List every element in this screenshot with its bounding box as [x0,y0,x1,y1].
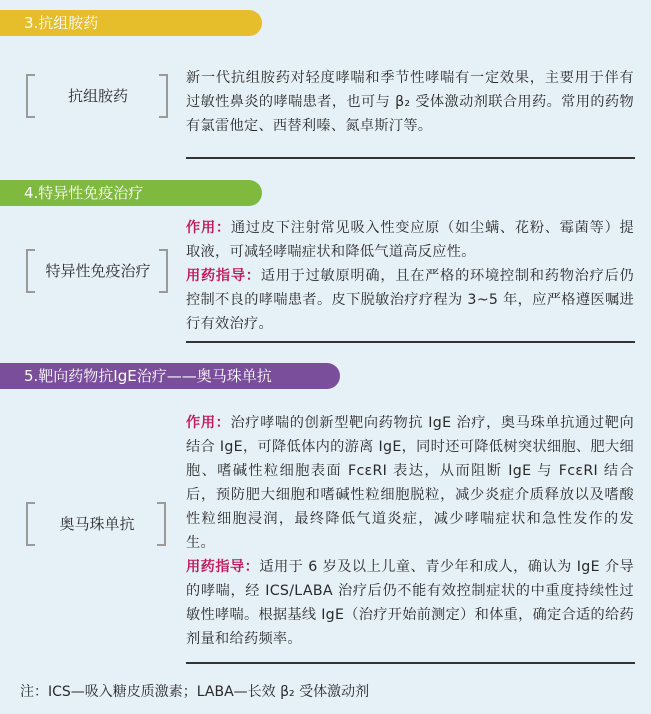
keyword-effect: 作用： [186,415,231,431]
paragraph-text: 通过皮下注射常见吸入性变应原（如尘螨、花粉、霉菌等）提取液，可减轻哮喘症状和降低气道高反应性。 [186,220,635,260]
divider [186,341,635,343]
paragraph-text: 适用于过敏原明确，且在严格的环境控制和药物治疗后仍控制不良的哮喘患者。皮下脱敏治疗疗程为 3~5 年，应严格遵医嘱进行有效治疗。 [186,268,634,332]
section-header-immunotherapy: 4.特异性免疫治疗 [0,180,262,206]
paragraph-text: 适用于 6 岁及以上儿童、青少年和成人，确认为 IgE 介导的哮喘，经 ICS/LABA 治疗后仍不能有效控制症状的中重度持续性过敏性哮喘。根据基线 IgE（治疗开始前测定）和体重，确定合适的给药剂量和给药频率。 [186,559,635,647]
paragraph-effect [186,411,634,555]
section-body-immunotherapy [186,216,634,336]
section-body-omalizumab [186,411,634,651]
paragraph-text: 治疗哮喘的创新型靶向药物抗 IgE 治疗，奥马珠单抗通过靶向结合 IgE，可降低体内的游离 IgE，同时还可降低树突状细胞、肥大细胞、嗜碱性粒细胞表面 FcεRI 表达，从而阻断 IgE 与 FcεRI 结合后，预防肥大细胞和嗜碱性粒细胞脱粒，减少炎症介质释放以及嗜酸性粒细胞浸润，最终降低气道炎症，减少哮喘症状和急性发作的发生。 [186,415,634,551]
drug-label-omalizumab [26,502,166,546]
paragraph-guidance [186,555,634,651]
drug-label-immunotherapy [26,249,168,293]
drug-label-text: 特异性免疫治疗 [45,262,151,280]
footnote: 注：ICS—吸入糖皮质激素；LABA—长效 β₂ 受体激动剂 [20,684,370,700]
keyword-effect: 作用： [186,220,231,236]
drug-label-antihistamine [26,74,168,118]
paragraph-text: 新一代抗组胺药对轻度哮喘和季节性哮喘有一定效果，主要用于伴有过敏性鼻炎的哮喘患者，也可与 β₂ 受体激动剂联合用药。常用的药物有氯雷他定、西替利嗪、氮卓斯汀等。 [186,70,634,134]
drug-label-text: 奥马珠单抗 [59,515,135,533]
drug-label-text: 抗组胺药 [67,87,128,105]
section-header-omalizumab: 5.靶向药物抗IgE治疗——奥马珠单抗 [0,363,340,389]
paragraph-effect [186,216,634,264]
keyword-guidance: 用药指导： [186,559,260,575]
divider [186,157,635,159]
section-header-antihistamine: 3.抗组胺药 [0,10,262,36]
section-body-antihistamine [186,66,634,138]
divider [186,662,635,664]
paragraph-guidance [186,264,634,336]
keyword-guidance: 用药指导： [186,268,261,284]
